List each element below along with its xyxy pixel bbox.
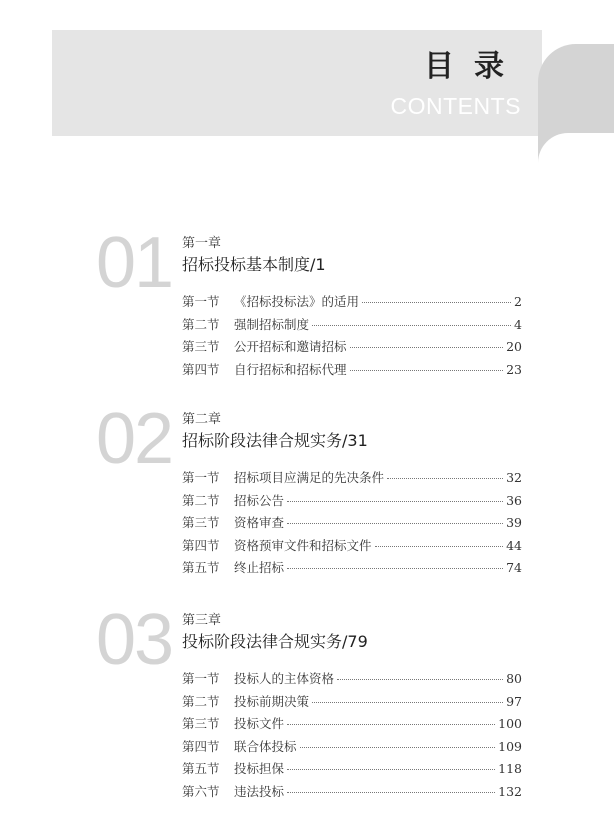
page-number: 2 — [514, 294, 522, 309]
section-number: 第二节 — [182, 316, 220, 332]
toc-entry[interactable] — [182, 669, 522, 692]
toc-entry[interactable] — [182, 692, 522, 715]
dot-leader — [350, 370, 504, 371]
section-title: 公开招标和邀请招标 — [234, 339, 347, 354]
toc-entry[interactable] — [182, 513, 522, 536]
chapter-label: 第三章 — [182, 613, 222, 628]
dot-leader — [287, 501, 503, 502]
dot-leader — [375, 546, 504, 547]
toc-entry[interactable] — [182, 315, 522, 338]
chapter-title[interactable]: 招标投标基本制度/1 — [182, 255, 326, 274]
page-number: 80 — [506, 671, 522, 686]
section-number: 第五节 — [182, 761, 220, 776]
page-number: 118 — [498, 761, 522, 776]
toc-entry[interactable] — [182, 759, 522, 782]
page-number: 4 — [514, 316, 522, 332]
page-number: 97 — [506, 693, 522, 709]
section-title: 联合体投标 — [234, 738, 297, 754]
dot-leader — [287, 792, 495, 793]
chapter-label: 第一章 — [182, 236, 222, 251]
toc-entry[interactable] — [182, 737, 522, 760]
page-number: 44 — [506, 537, 522, 553]
toc-entry[interactable] — [182, 558, 522, 581]
chapter-title[interactable]: 招标阶段法律合规实务/31 — [182, 431, 368, 450]
toc-entry[interactable] — [182, 714, 522, 737]
section-number: 第三节 — [182, 716, 220, 731]
dot-leader — [287, 523, 503, 524]
section-number: 第一节 — [182, 294, 220, 309]
section-number: 第三节 — [182, 339, 220, 354]
section-title: 投标前期决策 — [234, 693, 310, 709]
section-title: 招标项目应满足的先决条件 — [234, 470, 385, 485]
section-title: 资格预审文件和招标文件 — [234, 537, 372, 553]
section-title: 投标文件 — [234, 716, 285, 731]
section-number: 第二节 — [182, 492, 220, 508]
page-number: 32 — [506, 470, 522, 485]
chapter-label: 第二章 — [182, 412, 222, 427]
toc-entry[interactable] — [182, 782, 522, 805]
dot-leader — [337, 679, 503, 680]
section-list — [182, 292, 522, 382]
section-title: 招标公告 — [234, 492, 285, 508]
page-number: 39 — [506, 515, 522, 530]
section-number: 第一节 — [182, 671, 220, 686]
chapter-title[interactable]: 投标阶段法律合规实务/79 — [182, 632, 368, 651]
dot-leader — [287, 769, 495, 770]
chapter-number: 02 — [96, 399, 173, 479]
section-title: 强制招标制度 — [234, 316, 310, 332]
page-number: 36 — [506, 492, 522, 508]
toc-entry[interactable] — [182, 292, 522, 315]
dot-leader — [387, 478, 503, 479]
page-number: 132 — [498, 783, 522, 799]
page-title-english: CONTENTS — [390, 93, 521, 119]
section-title: 违法投标 — [234, 783, 285, 799]
dot-leader — [312, 702, 503, 703]
page-number: 74 — [506, 560, 522, 575]
toc-entry[interactable] — [182, 536, 522, 559]
page-number: 100 — [498, 716, 522, 731]
dot-leader — [350, 347, 504, 348]
section-list — [182, 669, 522, 804]
section-number: 第五节 — [182, 560, 220, 575]
section-number: 第四节 — [182, 537, 220, 553]
section-title: 自行招标和招标代理 — [234, 361, 347, 377]
dot-leader — [312, 325, 511, 326]
section-number: 第二节 — [182, 693, 220, 709]
page-number: 109 — [498, 738, 522, 754]
toc-entry[interactable] — [182, 360, 522, 383]
section-number: 第四节 — [182, 738, 220, 754]
section-title: 资格审查 — [234, 515, 285, 530]
toc-entry[interactable] — [182, 468, 522, 491]
chapter-number: 01 — [96, 223, 173, 303]
page-number: 20 — [506, 339, 522, 354]
dot-leader — [300, 747, 496, 748]
section-list — [182, 468, 522, 581]
dot-leader — [287, 568, 503, 569]
page-title: 目录 — [424, 49, 524, 84]
section-title: 《招标投标法》的适用 — [234, 294, 360, 309]
section-title: 投标担保 — [234, 761, 285, 776]
dot-leader — [362, 302, 511, 303]
section-title: 投标人的主体资格 — [234, 671, 335, 686]
header-tab-decoration — [538, 44, 614, 172]
section-title: 终止招标 — [234, 560, 285, 575]
dot-leader — [287, 724, 495, 725]
section-number: 第三节 — [182, 515, 220, 530]
toc-entry[interactable] — [182, 337, 522, 360]
toc-entry[interactable] — [182, 491, 522, 514]
section-number: 第六节 — [182, 783, 220, 799]
section-number: 第一节 — [182, 470, 220, 485]
chapter-number: 03 — [96, 600, 173, 680]
page-number: 23 — [506, 361, 522, 377]
section-number: 第四节 — [182, 361, 220, 377]
